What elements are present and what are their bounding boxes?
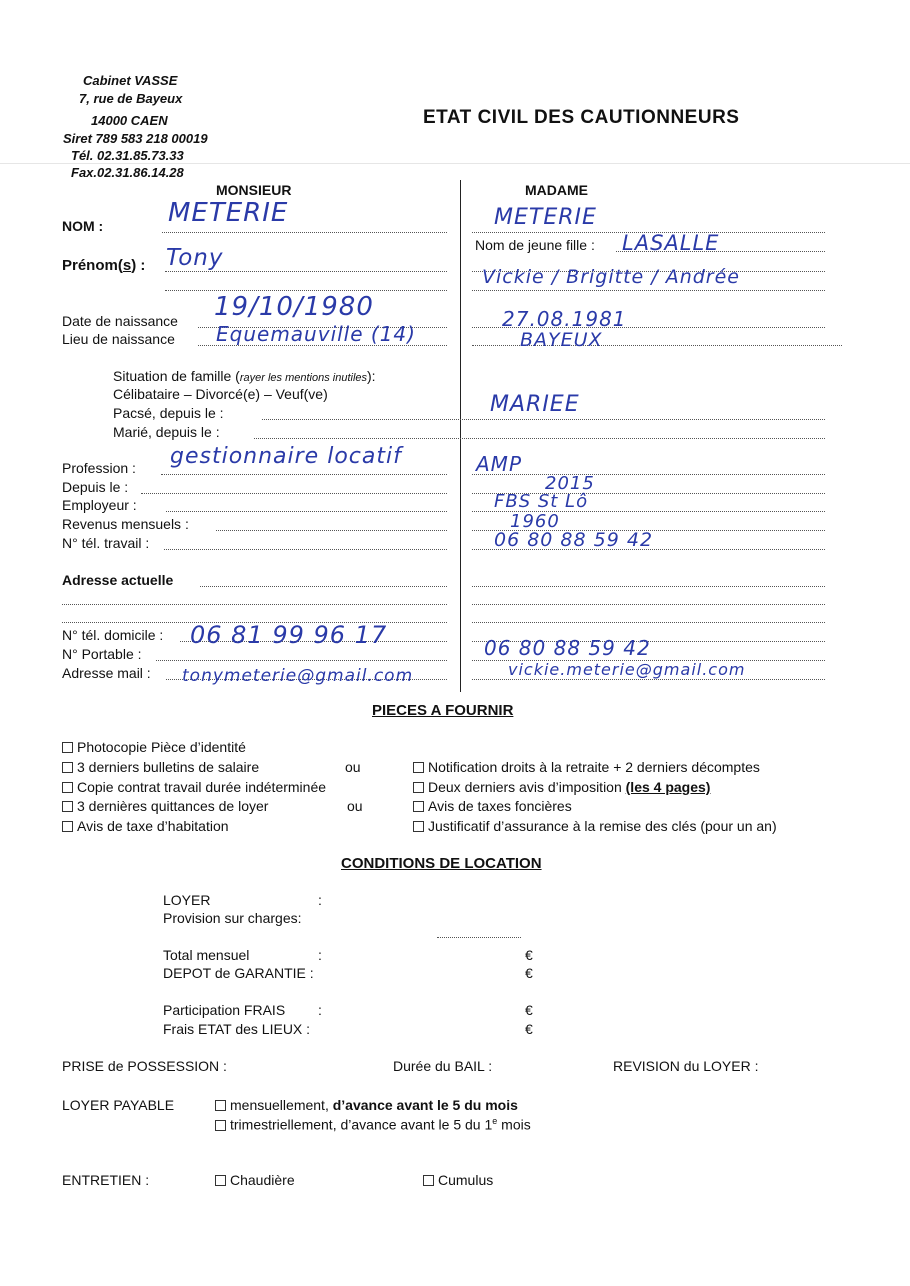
- checkbox-icon[interactable]: [62, 742, 73, 753]
- handwritten-profession-m: gestionnaire locatif: [170, 444, 402, 469]
- label-prenoms-part: Prénom(: [62, 257, 123, 274]
- label-loyer-payable: LOYER PAYABLE: [62, 1097, 175, 1113]
- piece-taxes-foncieres: [413, 798, 572, 814]
- label-lieu-naissance: Lieu de naissance: [62, 331, 175, 347]
- label-provision: Provision sur charges:: [163, 910, 302, 926]
- field-profession-m: [161, 474, 447, 475]
- label-situation: [113, 368, 376, 384]
- handwritten-prenom-m: Tony: [166, 245, 224, 271]
- label-prenoms-end: ) :: [131, 257, 146, 274]
- option-trimestriel-sup: e: [492, 1116, 498, 1126]
- checkbox-icon[interactable]: [215, 1175, 226, 1186]
- checkbox-icon[interactable]: [62, 782, 73, 793]
- euro-participation: €: [525, 1002, 533, 1018]
- option-trimestriel: [215, 1116, 531, 1133]
- piece-bulletins: [62, 759, 259, 775]
- field-mail-f: [472, 679, 825, 680]
- checkbox-icon[interactable]: [62, 821, 73, 832]
- piece-taxe-habitation: [62, 818, 229, 834]
- column-divider: [460, 180, 461, 692]
- piece-imposition: [413, 779, 710, 795]
- agency-tel: Tél. 02.31.85.73.33: [71, 148, 184, 163]
- label-revenus: Revenus mensuels :: [62, 516, 189, 532]
- piece-or-1: ou: [345, 759, 361, 775]
- label-tel-travail: N° tél. travail :: [62, 535, 150, 551]
- label-marie: Marié, depuis le :: [113, 424, 220, 440]
- field-prenoms-f-2: [472, 290, 825, 291]
- checkbox-icon[interactable]: [413, 821, 424, 832]
- agency-fax: Fax.02.31.86.14.28: [71, 165, 184, 180]
- label-mail: Adresse mail :: [62, 665, 151, 681]
- piece-or-2: ou: [347, 798, 363, 814]
- field-nom-m: [162, 232, 447, 233]
- handwritten-prenoms-f: Vickie / Brigitte / Andrée: [482, 266, 740, 288]
- piece-quittances: [62, 798, 268, 814]
- field-adresse-m-2: [62, 604, 447, 605]
- label-profession: Profession :: [62, 460, 136, 476]
- handwritten-profession-f: AMP: [476, 452, 522, 476]
- label-pacse: Pacsé, depuis le :: [113, 405, 224, 421]
- label-loyer-colon: :: [318, 892, 322, 908]
- column-monsieur: MONSIEUR: [216, 182, 292, 198]
- label-nom-jeune-fille: Nom de jeune fille :: [475, 237, 595, 253]
- label-total: Total mensuel: [163, 947, 250, 963]
- field-adresse-m-1: [200, 586, 447, 587]
- label-prenoms: [62, 257, 145, 274]
- field-tel-travail-m: [164, 549, 447, 550]
- option-cumulus: [423, 1172, 493, 1188]
- checkbox-icon[interactable]: [62, 762, 73, 773]
- field-adresse-f-3: [472, 622, 825, 623]
- agency-name: Cabinet VASSE: [83, 73, 178, 88]
- agency-siret: Siret 789 583 218 00019: [63, 131, 208, 146]
- agency-street: 7, rue de Bayeux: [79, 91, 183, 106]
- label-employeur: Employeur :: [62, 497, 137, 513]
- label-prenoms-s: s: [122, 257, 132, 274]
- conditions-title: CONDITIONS DE LOCATION: [341, 855, 542, 872]
- option-mensuel-text: mensuellement,: [230, 1097, 333, 1113]
- column-madame: MADAME: [525, 182, 588, 198]
- option-mensuel-emphasis: d’avance avant le 5 du mois: [332, 1097, 518, 1113]
- field-employeur-m: [166, 511, 447, 512]
- handwritten-nom-m: METERIE: [168, 198, 289, 228]
- option-chaudiere-text: Chaudière: [230, 1172, 295, 1188]
- option-mensuel: [215, 1097, 518, 1113]
- field-profession-f: [472, 474, 825, 475]
- label-entretien: ENTRETIEN :: [62, 1172, 150, 1188]
- piece-label: Justificatif d’assurance à la remise des clés (pour un an): [428, 818, 777, 834]
- label-tel-domicile: N° tél. domicile :: [62, 627, 164, 643]
- field-marie: [254, 438, 825, 439]
- handwritten-tel-domicile-m: 06 81 99 96 17: [190, 621, 388, 649]
- page-title: ETAT CIVIL DES CAUTIONNEURS: [423, 107, 740, 128]
- label-situation-text: Situation de famille (: [113, 368, 240, 384]
- piece-label: Notification droits à la retraite + 2 derniers décomptes: [428, 759, 760, 775]
- field-portable-m: [156, 660, 447, 661]
- checkbox-icon[interactable]: [215, 1120, 226, 1131]
- checkbox-icon[interactable]: [413, 801, 424, 812]
- handwritten-nom-f: METERIE: [494, 205, 597, 230]
- option-trimestriel-end: mois: [497, 1116, 531, 1133]
- label-total-colon: :: [318, 947, 322, 963]
- piece-retraite: [413, 759, 760, 775]
- label-revision-loyer: REVISION du LOYER :: [613, 1058, 759, 1074]
- handwritten-lieu-naissance-f: BAYEUX: [520, 329, 603, 351]
- label-loyer: LOYER: [163, 892, 211, 908]
- label-duree-bail: Durée du BAIL :: [393, 1058, 493, 1074]
- checkbox-icon[interactable]: [215, 1100, 226, 1111]
- piece-label: Deux derniers avis d’imposition: [428, 779, 626, 795]
- field-adresse-f-1: [472, 586, 825, 587]
- field-prenom-m: [165, 271, 447, 272]
- checkbox-icon[interactable]: [413, 782, 424, 793]
- pieces-title: PIECES A FOURNIR: [372, 702, 514, 719]
- handwritten-portable-f: 06 80 88 59 42: [484, 636, 651, 660]
- label-celibataire: Célibataire – Divorcé(e) – Veuf(ve): [113, 386, 328, 402]
- piece-label: 3 dernières quittances de loyer: [77, 798, 269, 814]
- piece-assurance: [413, 818, 777, 834]
- field-prenom-m-2: [165, 290, 447, 291]
- piece-contrat: [62, 779, 326, 795]
- field-depuis-m: [141, 493, 447, 494]
- label-participation-colon: :: [318, 1002, 322, 1018]
- field-adresse-f-2: [472, 604, 825, 605]
- sum-line: [437, 937, 521, 938]
- piece-label: Avis de taxe d’habitation: [77, 818, 229, 834]
- checkbox-icon[interactable]: [62, 801, 73, 812]
- field-pacse: [262, 419, 825, 420]
- field-revenus-m: [216, 530, 447, 531]
- label-adresse: Adresse actuelle: [62, 572, 174, 588]
- label-participation: Participation FRAIS: [163, 1002, 286, 1018]
- handwritten-date-naissance-f: 27.08.1981: [502, 307, 627, 331]
- euro-frais-edl: €: [525, 1021, 533, 1037]
- handwritten-mail-m: tonymeterie@gmail.com: [182, 666, 414, 686]
- handwritten-depuis-f: 2015: [545, 473, 595, 494]
- option-chaudiere: [215, 1172, 295, 1188]
- label-situation-note: rayer les mentions inutiles: [239, 372, 368, 384]
- label-depot: DEPOT de GARANTIE :: [163, 965, 314, 981]
- handwritten-lieu-naissance-m: Equemauville (14): [216, 322, 416, 346]
- label-prise-possession: PRISE de POSSESSION :: [62, 1058, 227, 1074]
- label-nom: NOM :: [62, 218, 104, 234]
- handwritten-employeur-f: FBS St Lô: [494, 491, 589, 512]
- handwritten-mail-f: vickie.meterie@gmail.com: [508, 660, 746, 679]
- handwritten-nom-jeune-fille: LASALLE: [622, 231, 720, 255]
- checkbox-icon[interactable]: [413, 762, 424, 773]
- scan-fold-line: [0, 163, 910, 164]
- piece-identite: [62, 739, 246, 755]
- piece-label: Copie contrat travail durée indéterminée: [77, 779, 327, 795]
- label-situation-end: ):: [367, 368, 376, 384]
- euro-total: €: [525, 947, 533, 963]
- option-trimestriel-text: trimestriellement, d’avance avant le 5 du 1: [230, 1116, 493, 1133]
- handwritten-revenus-f: 1960: [510, 511, 560, 532]
- piece-label-emphasis: (les 4 pages): [625, 779, 711, 795]
- piece-label: 3 derniers bulletins de salaire: [77, 759, 260, 775]
- label-portable: N° Portable :: [62, 646, 142, 662]
- agency-city: 14000 CAEN: [91, 113, 168, 128]
- handwritten-tel-travail-f: 06 80 88 59 42: [494, 529, 654, 551]
- handwritten-situation-f: MARIEE: [490, 392, 580, 417]
- piece-label: Photocopie Pièce d’identité: [77, 739, 246, 755]
- option-cumulus-text: Cumulus: [438, 1172, 494, 1188]
- label-depuis: Depuis le :: [62, 479, 129, 495]
- piece-label: Avis de taxes foncières: [428, 798, 572, 814]
- checkbox-icon[interactable]: [423, 1175, 434, 1186]
- handwritten-date-naissance-m: 19/10/1980: [214, 292, 374, 322]
- label-frais-edl: Frais ETAT des LIEUX :: [163, 1021, 311, 1037]
- euro-depot: €: [525, 965, 533, 981]
- label-date-naissance: Date de naissance: [62, 313, 178, 329]
